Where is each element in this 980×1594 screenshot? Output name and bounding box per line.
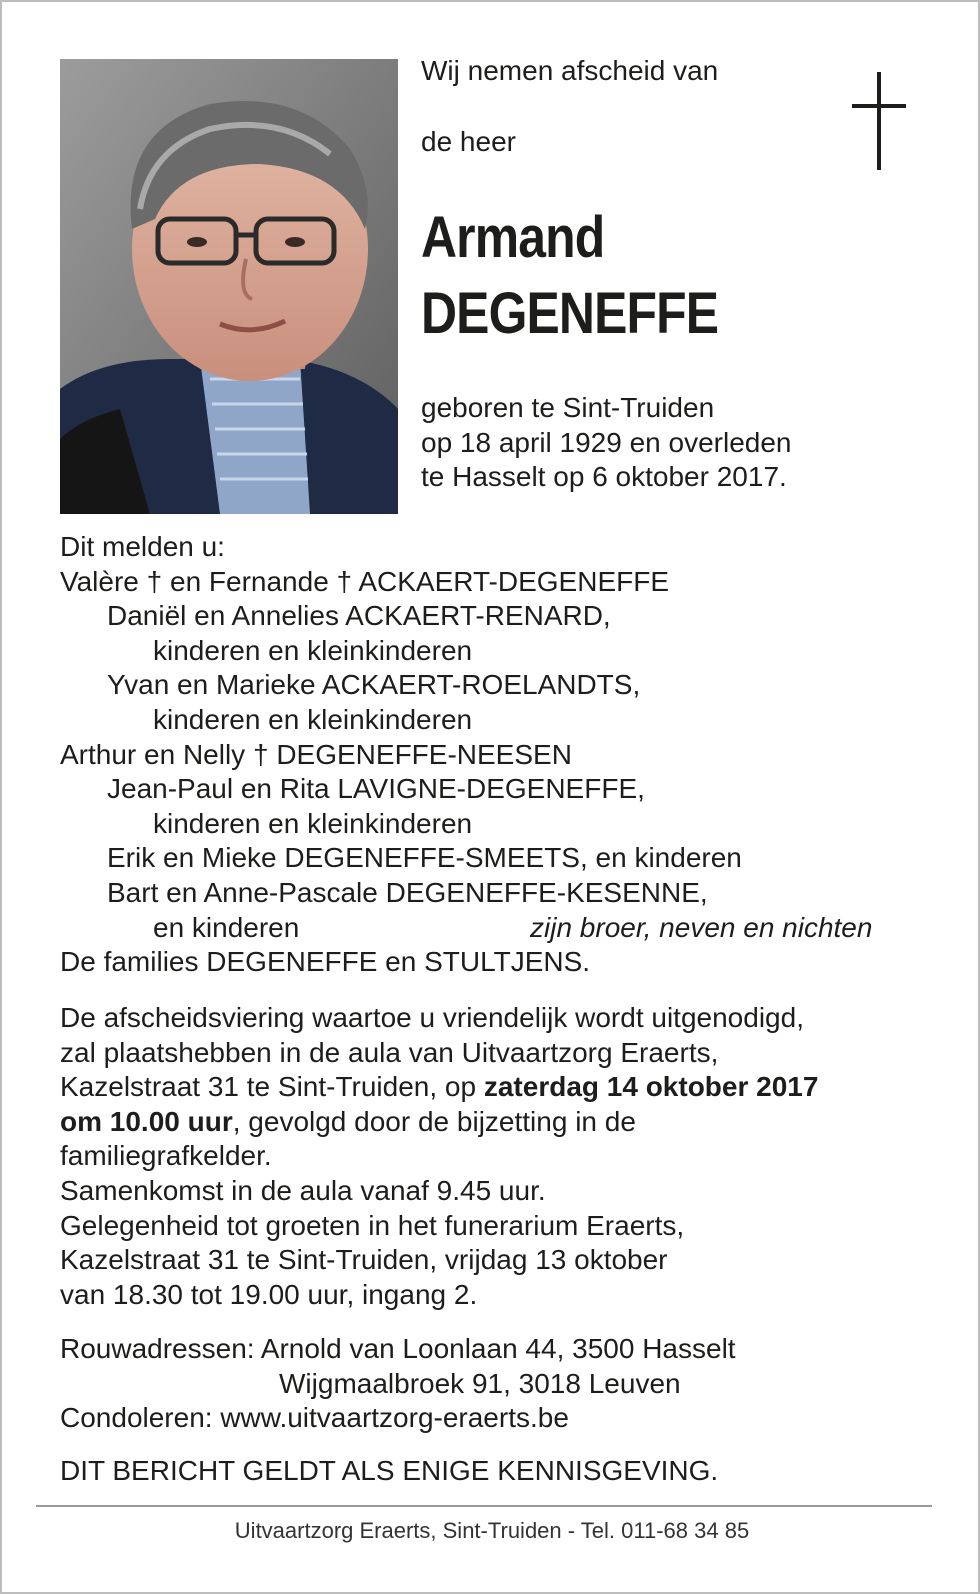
family-line: Bart en Anne-Pascale DEGENEFFE-KESENNE, <box>107 876 708 908</box>
family-line: kinderen en kleinkinderen <box>153 703 473 735</box>
address-line: Rouwadressen: Arnold van Loonlaan 44, 3500 Hasselt <box>60 1333 736 1364</box>
family-line-text: en kinderen <box>153 911 300 943</box>
footer-divider <box>36 1505 932 1507</box>
birth-line: op 18 april 1929 en overleden <box>421 426 792 458</box>
last-name: DEGENEFFE <box>421 281 719 346</box>
family-line: Daniël en Annelies ACKAERT-RENARD, <box>107 600 611 632</box>
family-line: kinderen en kleinkinderen <box>153 634 473 666</box>
family-line <box>60 911 873 946</box>
family-line: Arthur en Nelly † DEGENEFFE-NEESEN <box>60 738 572 770</box>
addresses <box>60 1332 736 1436</box>
family-list <box>60 530 873 980</box>
relation-note: zijn broer, neven en nichten <box>530 911 873 943</box>
deceased-name <box>421 200 718 352</box>
service-line: zal plaatshebben in de aula van Uitvaartzorg Eraerts, <box>60 1036 719 1068</box>
intro-text: Wij nemen afscheid van <box>421 55 719 86</box>
family-line: Valère † en Fernande † ACKAERT-DEGENEFFE <box>60 565 670 597</box>
service-line: familiegrafkelder. <box>60 1140 272 1172</box>
footer-text: Uitvaartzorg Eraerts, Sint-Truiden - Tel. 011-68 34 85 <box>234 1518 750 1543</box>
family-line: Erik en Mieke DEGENEFFE-SMEETS, en kinderen <box>107 842 742 874</box>
family-line: Jean-Paul en Rita LAVIGNE-DEGENEFFE, <box>107 773 645 805</box>
service-line: Kazelstraat 31 te Sint-Truiden, vrijdag 13 oktober <box>60 1244 668 1276</box>
service-date: zaterdag 14 oktober 2017 <box>483 1071 819 1103</box>
birth-line: geboren te Sint-Truiden <box>421 392 715 423</box>
service-text: , gevolgd door de bijzetting in de <box>232 1105 636 1137</box>
notice-text: DIT BERICHT GELDT ALS ENIGE KENNISGEVING. <box>60 1455 719 1486</box>
portrait-photo <box>60 59 398 514</box>
condolences-line: Condoleren: www.uitvaartzorg-eraerts.be <box>60 1402 569 1434</box>
service-line <box>60 1105 818 1140</box>
family-line: Dit melden u: <box>60 531 225 562</box>
service-line: De afscheidsviering waartoe u vriendelijk wordt uitgenodigd, <box>60 1002 804 1033</box>
service-line <box>60 1070 818 1105</box>
cross-icon <box>848 72 910 170</box>
birth-death-details <box>421 391 792 495</box>
service-time: om 10.00 uur <box>60 1105 233 1137</box>
service-details <box>60 1001 818 1312</box>
address-line: Wijgmaalbroek 91, 3018 Leuven <box>279 1367 681 1399</box>
service-text: Kazelstraat 31 te Sint-Truiden, op <box>60 1071 484 1103</box>
family-line: Yvan en Marieke ACKAERT-ROELANDTS, <box>107 669 641 701</box>
family-line: kinderen en kleinkinderen <box>153 807 473 839</box>
service-line: van 18.30 tot 19.00 uur, ingang 2. <box>60 1278 478 1310</box>
birth-line: te Hasselt op 6 oktober 2017. <box>421 461 787 493</box>
service-line: Samenkomst in de aula vanaf 9.45 uur. <box>60 1174 546 1206</box>
first-name: Armand <box>421 205 605 270</box>
honorific: de heer <box>421 126 516 157</box>
service-line: Gelegenheid tot groeten in het funerarium Eraerts, <box>60 1209 685 1241</box>
family-line: De families DEGENEFFE en STULTJENS. <box>60 946 591 978</box>
